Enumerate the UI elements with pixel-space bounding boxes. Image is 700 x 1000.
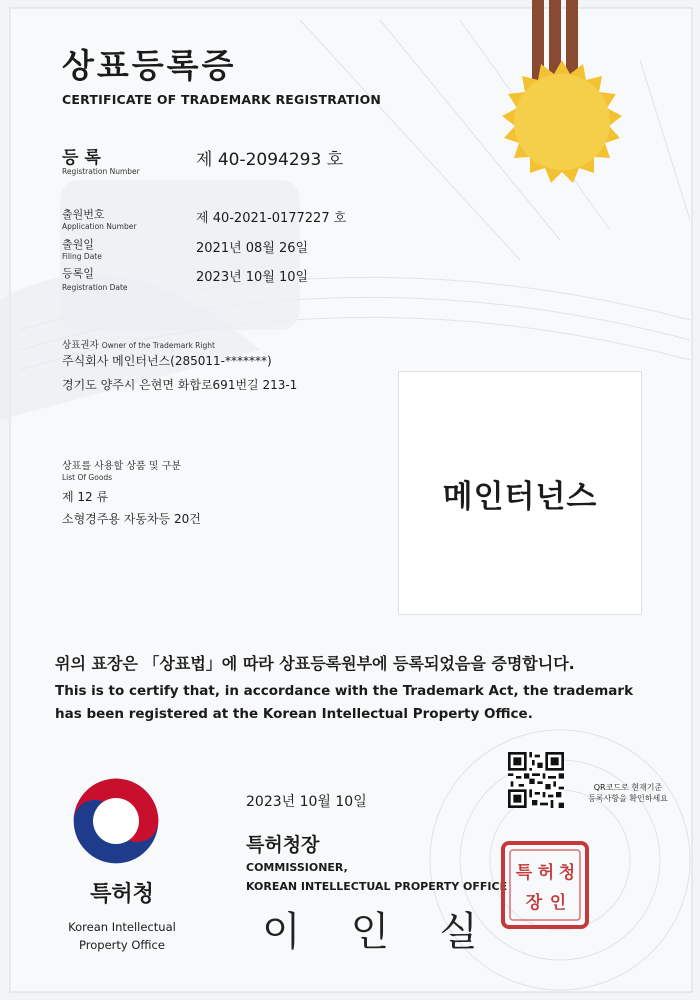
- qr-note-line2: 등록사항을 확인하세요: [588, 794, 668, 803]
- svg-text:인: 인: [549, 893, 567, 913]
- owner-name: 주식회사 메인터넌스(285011-*******): [62, 354, 272, 368]
- registration-label: 등 록: [62, 148, 101, 168]
- registration-date-label-en: Registration Date: [62, 283, 128, 292]
- registration-number: 제 40-2094293 호: [196, 150, 344, 170]
- commissioner-title-en-2: KOREAN INTELLECTUAL PROPERTY OFFICE: [246, 880, 508, 893]
- application-label-en: Application Number: [62, 222, 137, 231]
- trademark-box: [398, 371, 642, 615]
- trademark-text: 메인터넌스: [442, 478, 598, 515]
- kipo-name-ko: 특허청: [90, 882, 154, 907]
- owner-label-ko: 상표권자: [62, 340, 99, 351]
- svg-text:특: 특: [515, 863, 533, 883]
- application-label: 출원번호: [62, 208, 105, 221]
- qr-note: [573, 782, 683, 804]
- certification-statement-ko: 위의 표장은 「상표법」에 따라 상표등록원부에 등록되었음을 증명합니다.: [55, 654, 575, 673]
- commissioner-title-ko: 특허청장: [246, 834, 320, 856]
- kipo-emblem-icon: [70, 775, 162, 867]
- qr-code-icon[interactable]: [508, 752, 564, 808]
- filing-label-en: Filing Date: [62, 252, 102, 261]
- kipo-name-en-1: Korean Intellectual: [68, 920, 176, 934]
- issue-date: 2023년 10월 10일: [246, 794, 367, 810]
- registration-date: 2023년 10월 10일: [196, 270, 309, 285]
- goods-label: 상표를 사용할 상품 및 구분: [62, 461, 181, 472]
- owner-address: 경기도 양주시 은현면 화합로691번길 213-1: [62, 378, 298, 392]
- registration-date-label: 등록일: [62, 267, 94, 280]
- official-stamp-icon: [500, 840, 590, 930]
- registration-label-en: Registration Number: [62, 167, 140, 176]
- qr-note-line1: QR코드로 현재기준: [593, 783, 663, 792]
- commissioner-title-en-1: COMMISSIONER,: [246, 861, 348, 874]
- filing-label: 출원일: [62, 238, 94, 251]
- svg-text:허: 허: [537, 863, 555, 883]
- kipo-name-en-2: Property Office: [79, 938, 165, 952]
- gold-seal-icon: [460, 0, 660, 260]
- goods-items: 소형경주용 자동차등 20건: [62, 512, 201, 526]
- svg-text:장: 장: [525, 893, 543, 913]
- commissioner-signature: 이인실: [262, 909, 528, 955]
- application-number: 제 40-2021-0177227 호: [196, 211, 347, 226]
- svg-text:청: 청: [558, 863, 576, 883]
- certificate-title: 상표등록증: [62, 46, 237, 85]
- filing-date: 2021년 08월 26일: [196, 241, 309, 256]
- certification-statement-en-2: has been registered at the Korean Intellectual Property Office.: [55, 706, 533, 722]
- goods-label-en: List Of Goods: [62, 473, 113, 482]
- certification-statement-en-1: This is to certify that, in accordance with the Trademark Act, the trademark: [55, 683, 634, 699]
- owner-label-en: Owner of the Trademark Right: [101, 341, 215, 350]
- owner-label: [62, 337, 215, 351]
- certificate-title-en: CERTIFICATE OF TRADEMARK REGISTRATION: [62, 92, 382, 107]
- goods-class: 제 12 류: [62, 490, 109, 504]
